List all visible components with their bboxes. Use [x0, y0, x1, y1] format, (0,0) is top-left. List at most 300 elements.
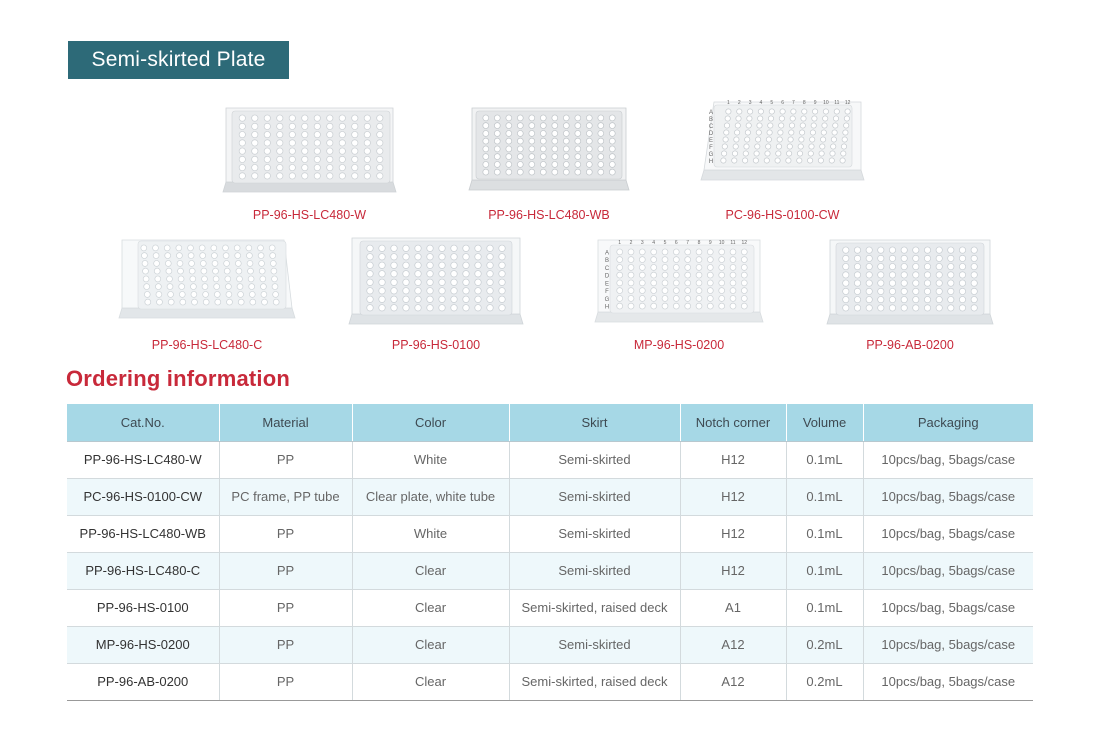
plate-well	[248, 276, 254, 282]
plate-well	[314, 115, 320, 121]
plate-well	[213, 268, 219, 274]
table-header-row	[67, 404, 1033, 441]
plate-well	[628, 280, 634, 286]
plate-well	[391, 305, 397, 311]
plate-well	[352, 164, 358, 170]
plate-well	[377, 131, 383, 137]
plate-well	[277, 173, 283, 179]
plate-well	[719, 295, 725, 301]
plate-well	[165, 253, 171, 259]
plate-row-label: A	[708, 110, 714, 116]
plate-col-label: 8	[697, 240, 701, 246]
plate-well	[145, 299, 151, 305]
plate-well	[252, 173, 258, 179]
plate-well	[959, 263, 965, 269]
plate-well	[415, 262, 421, 268]
plate-well	[719, 272, 725, 278]
plate-well	[843, 305, 849, 311]
plate-well	[936, 272, 942, 278]
plate-well	[352, 140, 358, 146]
plate-well	[617, 257, 623, 263]
plate-well	[379, 245, 385, 251]
plate-well	[609, 130, 615, 136]
plate-well	[153, 253, 159, 259]
plate-well	[168, 299, 174, 305]
plate-well	[866, 263, 872, 269]
plate-well	[617, 288, 623, 294]
cell-notch: H12	[680, 552, 786, 589]
plate-well	[143, 268, 149, 274]
plate-well	[639, 264, 645, 270]
plate-well	[314, 140, 320, 146]
plate-well	[747, 116, 752, 121]
plate-well	[778, 130, 783, 135]
plate-well	[178, 276, 184, 282]
plate-well	[289, 164, 295, 170]
plate-well	[971, 305, 977, 311]
plate-well	[377, 140, 383, 146]
plate-well	[662, 303, 668, 309]
plate-well	[628, 249, 634, 255]
plate-well	[662, 264, 668, 270]
plate-col-label: 7	[792, 100, 795, 106]
plate-well	[743, 151, 748, 156]
plate-well	[367, 296, 373, 302]
plate-well	[327, 115, 333, 121]
plate-well	[475, 271, 481, 277]
plate-well	[758, 116, 763, 121]
plate-well	[866, 296, 872, 302]
plate-col-label: 9	[813, 100, 817, 106]
plate-well	[639, 280, 645, 286]
plate-well	[971, 272, 977, 278]
plate-well	[776, 151, 781, 156]
plate-well	[529, 130, 535, 136]
plate-well	[223, 245, 229, 251]
plate-well	[810, 130, 815, 135]
plate-row-label: D	[708, 131, 714, 137]
header-packaging: Packaging	[863, 404, 1033, 441]
plate-well	[463, 271, 469, 277]
plate-well	[609, 169, 615, 175]
header-material: Material	[219, 404, 352, 441]
plate-well	[367, 254, 373, 260]
plate-well	[563, 138, 569, 144]
plate-well	[673, 249, 679, 255]
plate-well	[252, 140, 258, 146]
plate-col-label: 7	[686, 240, 690, 246]
plate-well	[901, 263, 907, 269]
cell-packaging: 10pcs/bag, 5bags/case	[863, 626, 1033, 663]
plate-well	[791, 109, 796, 114]
plate-well	[745, 130, 750, 135]
header-color: Color	[352, 404, 509, 441]
plate-well	[202, 276, 208, 282]
plate-well	[808, 151, 813, 156]
plate-row-label: A	[604, 250, 610, 257]
plate-well	[651, 249, 657, 255]
plate-well	[224, 260, 230, 266]
plate-well	[339, 115, 345, 121]
plate-well	[379, 279, 385, 285]
plate-skirt	[119, 308, 295, 318]
plate-well	[586, 115, 592, 121]
plate-well	[302, 164, 308, 170]
plate-well	[403, 262, 409, 268]
plate-well	[506, 123, 512, 129]
table-row	[67, 663, 1033, 700]
plate-well	[377, 148, 383, 154]
plate-well	[854, 296, 860, 302]
plate-well	[685, 303, 691, 309]
plate-well	[180, 299, 186, 305]
plate-well	[662, 280, 668, 286]
plate-well	[673, 272, 679, 278]
plate-row-label: F	[709, 145, 713, 151]
plate-well	[617, 272, 623, 278]
plate-well	[327, 173, 333, 179]
plate-well	[314, 173, 320, 179]
plate-well	[790, 116, 795, 121]
plate-well	[662, 272, 668, 278]
plate-well	[901, 305, 907, 311]
plate-well	[225, 276, 231, 282]
plate-well	[843, 288, 849, 294]
plate-well	[252, 164, 258, 170]
plate-well	[810, 137, 815, 142]
plate-image	[222, 106, 397, 196]
plate-skirt	[827, 314, 993, 324]
product-caption: PP-96-HS-LC480-WB	[488, 208, 610, 222]
plate-well	[563, 161, 569, 167]
plate-well	[651, 280, 657, 286]
cell-material: PP	[219, 663, 352, 700]
plate-well	[264, 164, 270, 170]
plate-well	[563, 169, 569, 175]
plate-well	[913, 288, 919, 294]
cell-material: PP	[219, 515, 352, 552]
plate-well	[529, 146, 535, 152]
plate-well	[483, 161, 489, 167]
plate-well	[575, 130, 581, 136]
plate-well	[302, 131, 308, 137]
plate-well	[540, 161, 546, 167]
plate-well	[878, 288, 884, 294]
cell-cat-no: PP-96-HS-LC480-C	[67, 552, 219, 589]
plate-well	[901, 296, 907, 302]
plate-well	[575, 138, 581, 144]
table-row	[67, 478, 1033, 515]
plate-well	[235, 260, 241, 266]
plate-well	[673, 295, 679, 301]
plate-well	[841, 144, 846, 149]
plate-well	[214, 284, 220, 290]
plate-well	[789, 123, 794, 128]
plate-well	[673, 303, 679, 309]
plate-well	[844, 116, 849, 121]
cell-notch: A12	[680, 663, 786, 700]
plate-well	[662, 249, 668, 255]
product-caption: PP-96-AB-0200	[866, 338, 954, 352]
plate-well	[730, 295, 736, 301]
plate-well	[733, 144, 738, 149]
plate-well	[651, 264, 657, 270]
header-skirt: Skirt	[509, 404, 680, 441]
plate-well	[878, 255, 884, 261]
plate-col-label: 3	[748, 100, 752, 106]
plate-well	[628, 257, 634, 263]
plate-well	[529, 138, 535, 144]
plate-well	[439, 245, 445, 251]
plate-well	[651, 272, 657, 278]
plate-well	[563, 115, 569, 121]
plate-well	[833, 123, 838, 128]
plate-well	[586, 161, 592, 167]
plate-well	[913, 305, 919, 311]
table-row	[67, 626, 1033, 663]
plate-well	[289, 115, 295, 121]
plate-col-label: 11	[834, 100, 840, 106]
plate-well	[506, 154, 512, 160]
plate-well	[499, 245, 505, 251]
plate-well	[724, 123, 729, 128]
plate-well	[768, 123, 773, 128]
plate-image	[700, 100, 865, 184]
plate-well	[552, 169, 558, 175]
plate-col-label: 12	[741, 240, 748, 246]
table-row	[67, 441, 1033, 478]
plate-well	[506, 146, 512, 152]
plate-well	[639, 295, 645, 301]
cell-skirt: Semi-skirted, raised deck	[509, 589, 680, 626]
plate-well	[913, 296, 919, 302]
plate-well	[854, 305, 860, 311]
plate-well	[854, 247, 860, 253]
plate-well	[696, 272, 702, 278]
plate-well	[264, 123, 270, 129]
plate-well	[651, 295, 657, 301]
plate-well	[552, 161, 558, 167]
plate-well	[901, 247, 907, 253]
plate-well	[745, 137, 750, 142]
plate-well	[719, 264, 725, 270]
plate-well	[786, 158, 791, 163]
plate-well	[707, 303, 713, 309]
plate-well	[475, 254, 481, 260]
plate-col-label: 10	[823, 100, 829, 106]
plate-well	[948, 305, 954, 311]
table-row	[67, 589, 1033, 626]
plate-well	[878, 247, 884, 253]
plate-well	[959, 296, 965, 302]
plate-well	[936, 305, 942, 311]
plate-deck	[232, 111, 390, 183]
plate-well	[540, 115, 546, 121]
plate-well	[651, 288, 657, 294]
plate-well	[741, 249, 747, 255]
plate-well	[617, 295, 623, 301]
plate-well	[889, 272, 895, 278]
plate-well	[936, 280, 942, 286]
plate-well	[598, 123, 604, 129]
plate-well	[854, 255, 860, 261]
plate-well	[302, 123, 308, 129]
plate-well	[339, 148, 345, 154]
plate-well	[391, 279, 397, 285]
plate-well	[719, 249, 725, 255]
plate-well	[427, 262, 433, 268]
plate-well	[289, 156, 295, 162]
plate-well	[529, 154, 535, 160]
plate-well	[352, 156, 358, 162]
cell-cat-no: PP-96-HS-LC480-WB	[67, 515, 219, 552]
cell-material: PC frame, PP tube	[219, 478, 352, 515]
plate-well	[517, 161, 523, 167]
plate-well	[289, 140, 295, 146]
plate-well	[487, 288, 493, 294]
plate-well	[913, 255, 919, 261]
plate-well	[314, 131, 320, 137]
plate-well	[818, 158, 823, 163]
header-cat-no: Cat.No.	[67, 404, 219, 441]
plate-well	[707, 264, 713, 270]
plate-well	[314, 164, 320, 170]
plate-well	[971, 255, 977, 261]
plate-well	[364, 156, 370, 162]
cell-notch: H12	[680, 478, 786, 515]
plate-well	[352, 115, 358, 121]
plate-well	[662, 257, 668, 263]
plate-well	[403, 279, 409, 285]
plate-well	[451, 262, 457, 268]
plate-well	[391, 288, 397, 294]
plate-well	[258, 253, 264, 259]
cell-material: PP	[219, 626, 352, 663]
plate-well	[157, 299, 163, 305]
plate-well	[734, 137, 739, 142]
plate-well	[628, 272, 634, 278]
plate-well	[475, 279, 481, 285]
plate-well	[936, 288, 942, 294]
header-notch-corner: Notch corner	[680, 404, 786, 441]
plate-well	[707, 280, 713, 286]
cell-cat-no: PP-96-HS-LC480-W	[67, 441, 219, 478]
plate-well	[168, 291, 174, 297]
plate-well	[924, 272, 930, 278]
plate-well	[499, 296, 505, 302]
plate-well	[696, 280, 702, 286]
cell-volume: 0.1mL	[786, 515, 863, 552]
plate-well	[617, 280, 623, 286]
plate-row-label: F	[605, 289, 609, 296]
plate-well	[499, 254, 505, 260]
plate-well	[734, 130, 739, 135]
plate-well	[250, 299, 256, 305]
plate-well	[439, 254, 445, 260]
plate-well	[339, 164, 345, 170]
plate-well	[617, 264, 623, 270]
plate-well	[403, 296, 409, 302]
plate-well	[723, 137, 728, 142]
plate-well	[764, 158, 769, 163]
cell-notch: H12	[680, 515, 786, 552]
plate-well	[487, 262, 493, 268]
plate-well	[924, 255, 930, 261]
plate-well	[270, 253, 276, 259]
plate-well	[797, 158, 802, 163]
plate-well	[179, 284, 185, 290]
plate-well	[327, 148, 333, 154]
plate-well	[377, 164, 383, 170]
plate-well	[463, 305, 469, 311]
plate-col-label: 10	[718, 240, 725, 246]
plate-well	[834, 109, 839, 114]
plate-well	[144, 291, 150, 297]
plate-skirt	[223, 182, 396, 192]
plate-well	[451, 254, 457, 260]
plate-well	[302, 156, 308, 162]
plate-well	[261, 291, 267, 297]
plate-well	[741, 257, 747, 263]
plate-well	[854, 288, 860, 294]
cell-skirt: Semi-skirted	[509, 478, 680, 515]
plate-well	[483, 154, 489, 160]
plate-well	[201, 268, 207, 274]
plate-well	[833, 116, 838, 121]
plate-well	[586, 154, 592, 160]
plate-well	[889, 305, 895, 311]
plate-well	[249, 291, 255, 297]
cell-volume: 0.1mL	[786, 589, 863, 626]
plate-well	[277, 164, 283, 170]
plate-well	[719, 257, 725, 263]
plate-well	[451, 296, 457, 302]
plate-well	[154, 268, 160, 274]
plate-well	[787, 144, 792, 149]
cell-volume: 0.2mL	[786, 663, 863, 700]
plate-deck	[360, 241, 512, 315]
plate-well	[289, 173, 295, 179]
plate-well	[367, 271, 373, 277]
plate-well	[213, 276, 219, 282]
plate-image	[826, 238, 994, 328]
plate-well	[843, 280, 849, 286]
plate-well	[403, 271, 409, 277]
plate-well	[314, 148, 320, 154]
ordering-table	[67, 404, 1033, 701]
plate-well	[224, 268, 230, 274]
plate-well	[799, 130, 804, 135]
plate-well	[506, 115, 512, 121]
plate-well	[364, 140, 370, 146]
plate-well	[552, 146, 558, 152]
cell-material: PP	[219, 441, 352, 478]
plate-well	[377, 123, 383, 129]
plate-well	[971, 247, 977, 253]
plate-well	[239, 156, 245, 162]
plate-well	[188, 253, 194, 259]
plate-well	[143, 276, 149, 282]
plate-well	[719, 288, 725, 294]
product-caption: MP-96-HS-0200	[633, 338, 725, 352]
plate-well	[866, 247, 872, 253]
plate-well	[913, 247, 919, 253]
plate-well	[451, 245, 457, 251]
plate-well	[487, 296, 493, 302]
plate-well	[707, 295, 713, 301]
plate-well	[155, 284, 161, 290]
plate-well	[924, 280, 930, 286]
